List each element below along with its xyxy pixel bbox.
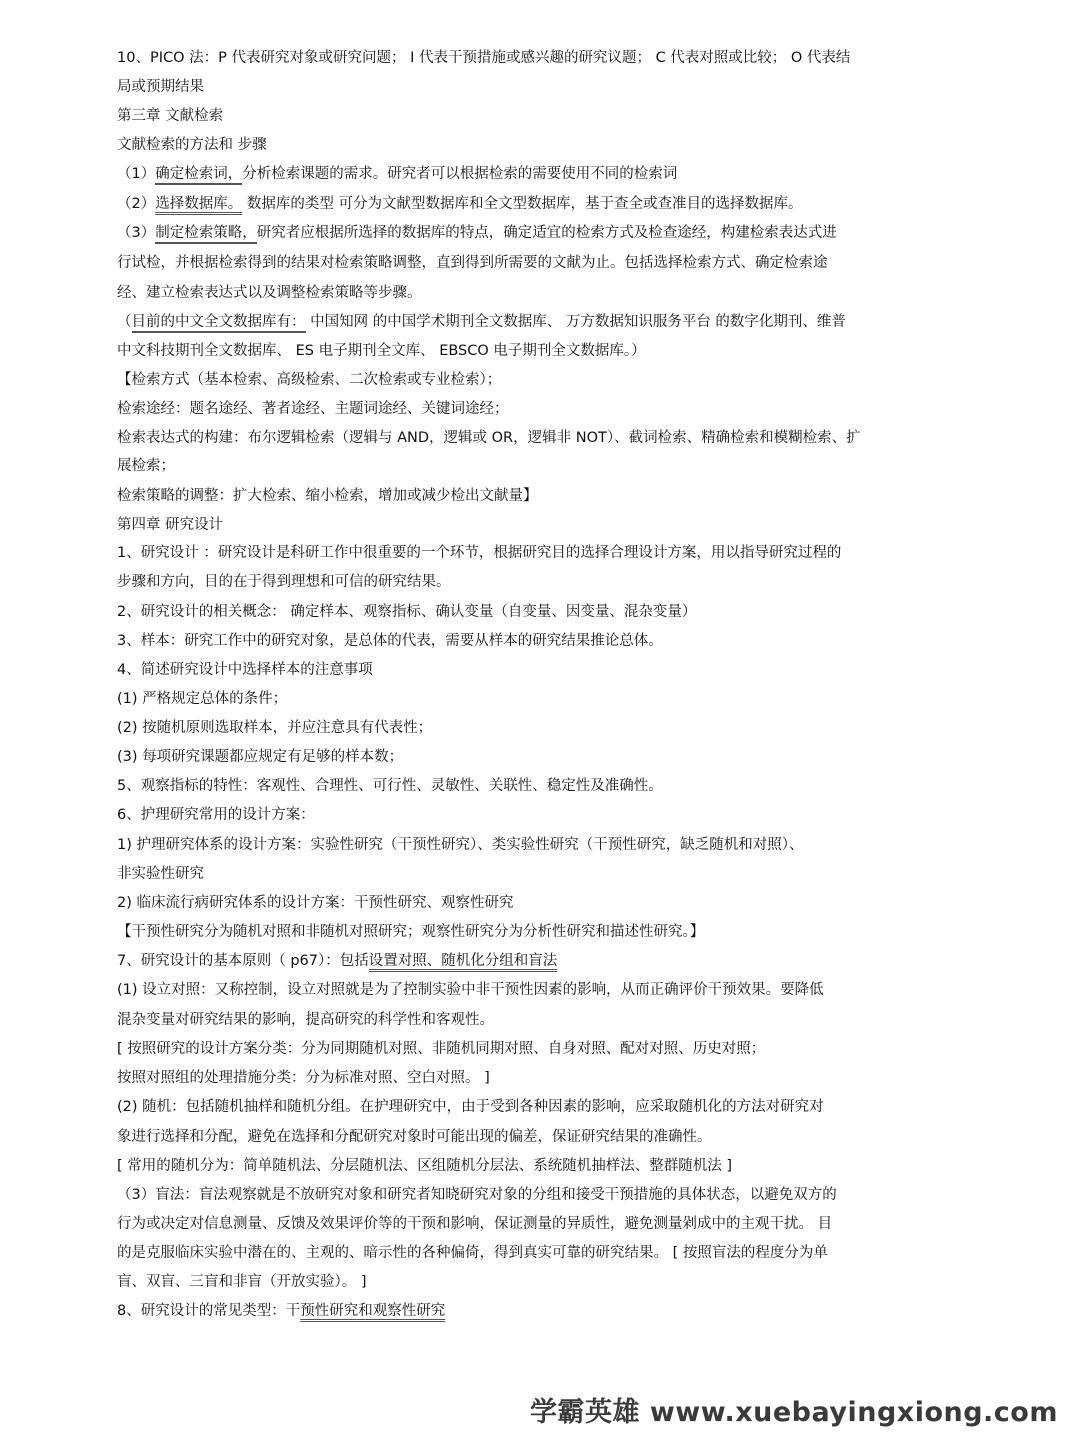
text-line: 1) 护理研究体系的设计方案：实验性研究（干预性研究）、类实验性研究（干预性研究，缺乏随机和对照）、 <box>117 837 804 853</box>
text-line: 3、样本：研究工作中的研究对象，是总体的代表，需要从样本的研究结果推论总体。 <box>117 633 663 649</box>
text-line: 10、PICO 法：P 代表研究对象或研究问题； I 代表干预措施或感兴趣的研究议题； C 代表对照或比较； O 代表结 <box>117 50 851 66</box>
underlined-term: 制定检索策略， <box>155 225 257 244</box>
text-line: 6、护理研究常用的设计方案： <box>117 807 315 823</box>
text-line: （3）盲法：盲法观察就是不放研究对象和研究者知晓研究对象的分组和接受干预措施的具体状态，以避免双方的 <box>117 1187 837 1203</box>
text-line: 5、观察指标的特性：客观性、合理性、可行性、灵敏性、关联性、稳定性及准确性。 <box>117 778 663 794</box>
text-line: 象进行选择和分配，避免在选择和分配研究对象时可能出现的偏差，保证研究结果的准确性。 <box>117 1129 712 1145</box>
text-line: 检索策略的调整：扩大检索、缩小检索，增加或减少检出文献量】 <box>117 488 538 504</box>
text-line: (1) 严格规定总体的条件； <box>117 691 288 707</box>
text-line: （3）制定检索策略，研究者应根据所选择的数据库的特点，确定适宜的检索方式及检查途经，构建检索表达式进 <box>117 223 837 243</box>
text-line: （目前的中文全文数据库有： 中国知网 的中国学术期刊全文数据库、 万方数据知识服务平台 的数字化期刊、维普 <box>117 312 846 332</box>
text-line: 中文科技期刊全文数据库、 ES 电子期刊全文库、 EBSCO 电子期刊全文数据库。） <box>117 343 646 359</box>
text-line: 7、研究设计的基本原则（ p67）：包括设置对照、随机化分组和盲法 <box>117 953 558 969</box>
text-line: (1) 设立对照：又称控制，设立对照就是为了控制实验中非干预性因素的影响，从而正确评价干预效果。要降低 <box>117 982 824 998</box>
underlined-term: 选择数据库。 <box>155 196 243 212</box>
text-line: 【干预性研究分为随机对照和非随机对照研究；观察性研究分为分析性研究和描述性研究。】 <box>117 924 705 940</box>
text-line: (2) 随机：包括随机抽样和随机分组。在护理研究中，由于受到各种因素的影响，应采取随机化的方法对研究对 <box>117 1099 824 1115</box>
text-line: 4、简述研究设计中选择样本的注意事项 <box>117 662 373 678</box>
text-line: （2）选择数据库。 数据库的类型 可分为文献型数据库和全文型数据库，基于查全或查准目的选择数据库。 <box>117 196 803 212</box>
text-line: 1、研究设计 ：研究设计是科研工作中很重要的一个环节，根据研究目的选择合理设计方案，用以指导研究过程的 <box>117 545 842 561</box>
underlined-term: 预性研究和观察性研究 <box>300 1303 446 1319</box>
text-line: 的是克服临床实验中潜在的、主观的、暗示性的各种偏倚，得到真实可靠的研究结果。 [ 按照盲法的程度分为单 <box>117 1245 828 1261</box>
text-line: 展检索； <box>117 458 175 474</box>
text-line: 混杂变量对研究结果的影响，提高研究的科学性和客观性。 <box>117 1012 494 1028</box>
text-line: (3) 每项研究课题都应规定有足够的样本数； <box>117 749 404 765</box>
text-line: [ 按照研究的设计方案分类：分为同期随机对照、非随机同期对照、自身对照、配对对照、历史对照； <box>117 1041 766 1057</box>
text-line: [ 常用的随机分为：简单随机法、分层随机法、区组随机分层法、系统随机抽样法、整群随机法 ] <box>117 1158 733 1174</box>
section-heading: 文献检索的方法和 步骤 <box>117 137 267 153</box>
text-line: 局或预期结果 <box>117 79 204 95</box>
text-line: 经、建立检索表达式以及调整检索策略等步骤。 <box>117 285 422 301</box>
site-watermark: 学霸英雄 www.xuebayingxiong.com <box>529 1397 1058 1428</box>
text-line: 8、研究设计的常见类型：干预性研究和观察性研究 <box>117 1303 446 1319</box>
text-line: 按照对照组的处理措施分类：分为标准对照、空白对照。 ] <box>117 1070 490 1086</box>
text-line: 检索表达式的构建：布尔逻辑检索（逻辑与 AND，逻辑或 OR，逻辑非 NOT）、截词检索、精确检索和模糊检索、扩 <box>117 430 861 446</box>
text-line: 2) 临床流行病研究体系的设计方案：干预性研究、观察性研究 <box>117 895 514 911</box>
text-line: 步骤和方向，目的在于得到理想和可信的研究结果。 <box>117 574 451 590</box>
text-line: 行试检，并根据检索得到的结果对检索策略调整，直到得到所需要的文献为止。包括选择检索方式、确定检索途 <box>117 255 828 271</box>
text-line: （1）确定检索词，分析检索课题的需求。研究者可以根据检索的需要使用不同的检索词 <box>117 164 677 184</box>
underlined-term: 设置对照、随机化分组和盲法 <box>368 953 558 969</box>
underlined-term: 确定检索词， <box>155 166 242 185</box>
text-line: 2、研究设计的相关概念： 确定样本、观察指标、确认变量（自变量、因变量、混杂变量） <box>117 604 697 620</box>
text-line: 【检索方式（基本检索、高级检索、二次检索或专业检索）； <box>117 372 502 388</box>
chapter-heading: 第三章 文献检索 <box>117 108 224 124</box>
chapter-heading: 第四章 研究设计 <box>117 517 224 533</box>
underlined-term: 目前的中文全文数据库有： <box>132 314 306 333</box>
text-line: 盲、双盲、三盲和非盲（开放实验）。 ] <box>117 1274 367 1290</box>
text-line: 行为或决定对信息测量、反馈及效果评价等的干预和影响，保证测量的异质性，避免测量剁成中的主观干扰。 目 <box>117 1216 833 1232</box>
text-line: 检索途经：题名途经、著者途经、主题词途经、关键词途经； <box>117 401 509 417</box>
text-line: 非实验性研究 <box>117 866 204 882</box>
text-line: (2) 按随机原则选取样本，并应注意具有代表性； <box>117 720 433 736</box>
